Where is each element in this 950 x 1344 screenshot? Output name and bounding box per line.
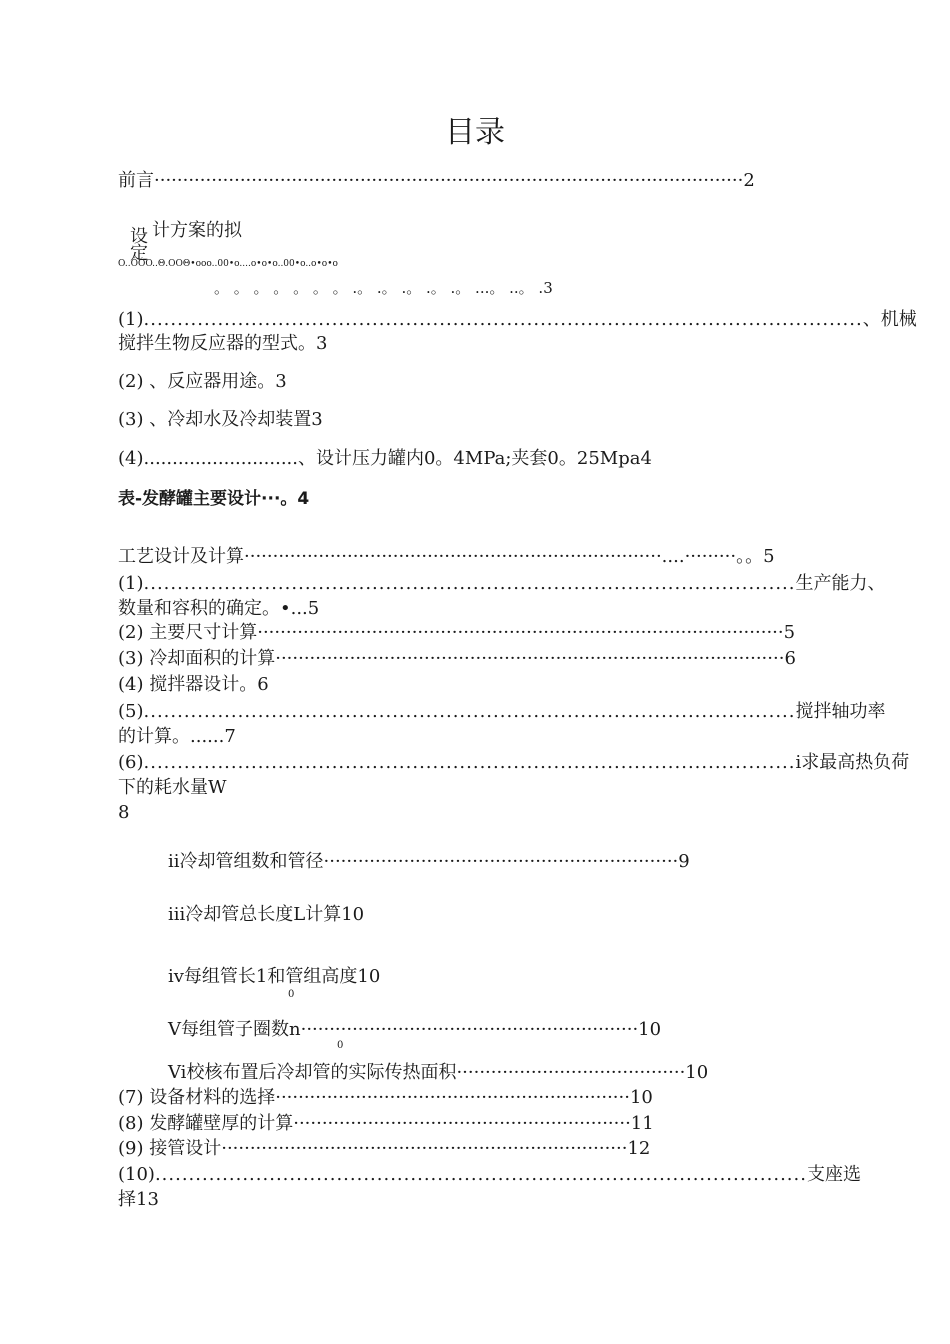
toc-entry-p5-number: (5) <box>118 701 144 722</box>
toc-entry-p9: (9) 接管设计·······································································12 <box>118 1138 651 1159</box>
toc-entry-sub-iii: iii冷却管总长度L计算10 <box>168 904 365 925</box>
toc-entry-1 <box>118 308 917 356</box>
toc-entry-p1 <box>118 571 886 621</box>
toc-entry-table: 表-发酵罐主要设计···。4 <box>118 489 310 509</box>
toc-entry-4: (4)...........................、设计压力罐内0。4MPa;夹套0。25Mpa4 <box>118 448 652 469</box>
toc-entry-p4: (4) 搅拌器设计。6 <box>118 674 269 695</box>
toc-entry-p5-text-continued: 的计算。......7 <box>118 726 236 747</box>
toc-entry-sub-ii: ii冷却管组数和管径······························································9 <box>168 851 690 872</box>
toc-entry-scheme-dots-2: 。 。 。 。 。 。 。 .。 .。 .。 .。 .。 ...。 ..。 .3 <box>214 279 553 297</box>
toc-entry-p6-page: 8 <box>118 802 130 823</box>
toc-entry-p5 <box>118 699 886 749</box>
toc-entry-preface: 前言·······································································································2 <box>118 170 755 191</box>
toc-entry-p10-leader: ................................................................................................. <box>154 1164 807 1185</box>
toc-entry-p6-text-continued: 下的耗水量W <box>118 777 227 798</box>
toc-entry-sub-v: V每组管子圈数n···························································10 <box>168 1019 662 1040</box>
toc-entry-p10 <box>118 1162 861 1212</box>
toc-entry-2: (2) 、反应器用途。3 <box>118 371 287 392</box>
toc-entry-p10-text-continued: 择13 <box>118 1189 159 1210</box>
toc-entry-p6-leader: ................................................................................................. <box>143 752 796 773</box>
toc-entry-process: 工艺设计及计算·········································································....·········。。5 <box>118 546 775 567</box>
toc-entry-p5-text: 搅拌轴功率 <box>795 701 886 722</box>
toc-entry-p8: (8) 发酵罐壁厚的计算···························································11 <box>118 1113 654 1134</box>
toc-entry-sub-vi: Vi校核布置后冷却管的实际传热面积········································10 <box>168 1062 709 1083</box>
toc-entry-p6 <box>118 750 910 825</box>
page-title: 目录 <box>445 115 505 150</box>
toc-entry-p5-leader: ................................................................................................. <box>143 701 796 722</box>
toc-entry-scheme-fragment-2: 计方案的拟 <box>152 220 242 241</box>
toc-entry-p2: (2) 主要尺寸计算····························································································5 <box>118 622 796 643</box>
toc-entry-1-text-continued: 搅拌生物反应器的型式。3 <box>118 333 328 354</box>
toc-entry-scheme-fragment-3: 定 <box>130 243 148 264</box>
toc-entry-p6-text: i求最高热负荷 <box>795 752 910 773</box>
toc-entry-p1-number: (1) <box>118 573 144 594</box>
toc-entry-p6-number: (6) <box>118 752 144 773</box>
toc-entry-p1-leader: ................................................................................................. <box>143 573 796 594</box>
toc-entry-3: (3) 、冷却水及冷却装置3 <box>118 409 323 430</box>
toc-entry-scheme-fragment-1: 设 <box>130 226 148 247</box>
toc-entry-p1-text: 生产能力、 <box>795 573 886 594</box>
toc-entry-p10-number: (10) <box>118 1164 155 1185</box>
toc-entry-sub-v-subscript: 0 <box>337 1040 344 1051</box>
toc-entry-1-leader: ........................................................................................................... <box>143 309 863 330</box>
toc-entry-p1-text-continued: 数量和容积的确定。•...5 <box>118 598 320 619</box>
toc-entry-1-number: (1) <box>118 309 144 330</box>
toc-entry-p10-text: 支座选 <box>806 1164 861 1185</box>
toc-entry-p3: (3) 冷却面积的计算·························································································6 <box>118 648 796 669</box>
toc-entry-scheme-dots-1: O..ÓÓO..Θ.OOΘ•ooo..00•o....o•o•o..00•o..o•o•o <box>118 259 338 269</box>
toc-entry-1-text: 、机械 <box>862 309 917 330</box>
toc-entry-p7: (7) 设备材料的选择······························································10 <box>118 1087 653 1108</box>
toc-entry-sub-iv-subscript: 0 <box>288 989 295 1000</box>
toc-entry-sub-iv: iv每组管长1和管组高度10 <box>168 966 381 987</box>
